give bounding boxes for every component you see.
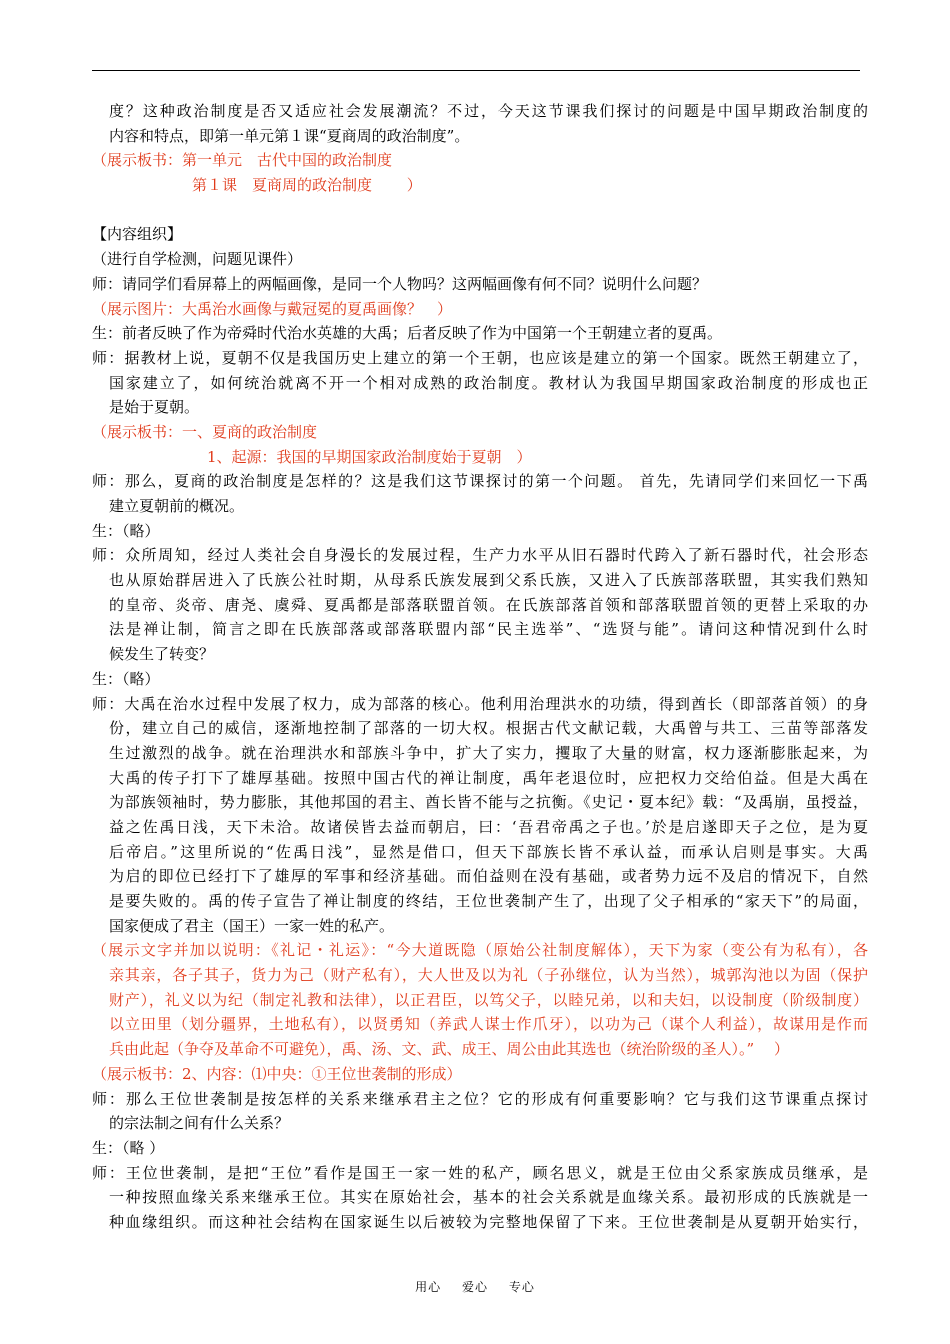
section-heading: 【内容组织】	[92, 225, 183, 244]
board-note: 第１课 夏商周的政治制度 ）	[192, 176, 422, 195]
board-note: 以立田里（划分疆界，土地私有），以贤勇知（养武人谋士作爪牙），以功为己（谋个人利益），故谋用是作而	[109, 1015, 868, 1034]
board-note: （展示板书：2、内容：⑴中央：①王位世袭制的形成）	[92, 1064, 462, 1083]
page-footer	[0, 1278, 950, 1295]
paragraph-line: 建立夏朝前的概况。	[109, 497, 245, 515]
paragraph-line: 国家便成了君主（国王）一家一姓的私产。	[109, 916, 395, 935]
board-note: 亲其亲，各子其子，货力为己（财产私有），大人世及以为礼（子孙继位，认为当然），城郭沟池以为固（保护	[109, 966, 868, 985]
teacher-line: 师：请同学们看屏幕上的两幅画像，是同一个人物吗？这两幅画像有何不同？说明什么问题？	[92, 274, 708, 293]
board-note: 财产），礼义以为纪（制定礼教和法律），以正君臣，以笃父子，以睦兄弟，以和夫妇，以设制度（阶级制度）	[109, 990, 868, 1009]
footer-word: 爱心	[461, 1280, 488, 1294]
paragraph-line: 的皇帝、炎帝、唐尧、虞舜、夏禹都是部落联盟首领。在氏族部落首领和部落联盟首领的更替上采取的办	[109, 595, 868, 614]
paragraph-line: 种血缘组织。而这种社会结构在国家诞生以后被较为完整地保留了下来。王位世袭制是从夏朝开始实行，	[109, 1212, 868, 1231]
paragraph-line: 为启的即位已经打下了雄厚的军事和经济基础。而伯益则在没有基础，或者势力远不及启的情况下，自然	[109, 867, 868, 886]
footer-word: 专心	[508, 1280, 535, 1294]
board-note: （展示图片：大禹治水画像与戴冠冕的夏禹画像？ ）	[92, 299, 453, 318]
teacher-line: 师：众所周知，经过人类社会自身漫长的发展过程，生产力水平从旧石器时代跨入了新石器时代，社会形态	[92, 546, 868, 565]
paragraph-line: 为部族领袖时，势力膨胀，其他邦国的君主、酋长皆不能与之抗衡。《史记・夏本纪》载：“及禹崩，虽授益，	[109, 793, 868, 812]
teacher-line: 师：据教材上说，夏朝不仅是我国历史上建立的第一个王朝，也应该是建立的第一个国家。既然王朝建立了，	[92, 348, 868, 367]
board-note: 1、起源：我国的早期国家政治制度始于夏朝 ）	[207, 447, 532, 466]
paragraph-line: 的宗法制之间有什么关系？	[109, 1114, 290, 1133]
board-note: （展示板书：第一单元 古代中国的政治制度	[92, 151, 393, 170]
student-line: 生：（略）	[92, 669, 160, 688]
teacher-line: 师：大禹在治水过程中发展了权力，成为部落的核心。他利用治理洪水的功绩，得到酋长（即部落首领）的身	[92, 694, 868, 713]
paragraph-line: 候发生了转变？	[109, 645, 215, 664]
paragraph-line: 法是禅让制，简言之即在氏族部落或部落联盟内部“民主选举”、“选贤与能”。请问这种情况到什么时	[109, 620, 868, 639]
paragraph-line: 大禹的传子打下了雄厚基础。按照中国古代的禅让制度，禹年老退位时，应把权力交给伯益。但是大禹在	[109, 768, 868, 787]
blank-line	[92, 198, 868, 223]
teacher-line: 师：那么王位世袭制是按怎样的关系来继承君主之位？它的形成有何重要影响？它与我们这节课重点探讨	[92, 1089, 868, 1108]
footer-word: 用心	[415, 1280, 442, 1294]
paragraph-line: 益之佐禹日浅，天下未洽。故诸侯皆去益而朝启，曰：‘吾君帝禹之子也。’於是启遂即天子之位，是为夏	[109, 817, 868, 836]
header-rule	[92, 70, 860, 71]
paragraph-line: 也从原始群居进入了氏族公社时期，从母系氏族发展到父系氏族，又进入了氏族部落联盟，其实我们熟知	[109, 571, 868, 590]
paragraph-line: （进行自学检测，问题见课件）	[92, 250, 303, 269]
student-line: 生：前者反映了作为帝舜时代治水英雄的大禹；后者反映了作为中国第一个王朝建立者的夏禹。	[92, 324, 723, 343]
board-note: 兵由此起（争夺及革命不可避免），禹、汤、文、武、成王、周公由此其选也（统治阶级的圣人）。” ）	[109, 1040, 789, 1059]
paragraph-line: 份，建立自己的威信，逐渐地控制了部落的一切大权。根据古代文献记载，大禹曾与共工、三苗等部落发	[109, 719, 868, 738]
paragraph-line: 是始于夏朝。	[109, 398, 200, 417]
paragraph-line: 度？这种政治制度是否又适应社会发展潮流？不过，今天这节课我们探讨的问题是中国早期政治制度的	[109, 102, 868, 120]
paragraph-line: 生过激烈的战争。就在治理洪水和部族斗争中，扩大了实力，攫取了大量的财富，权力逐渐膨胀起来，为	[109, 743, 868, 762]
paragraph-line: 内容和特点，即第一单元第１课“夏商周的政治制度”。	[109, 126, 470, 145]
document-body	[92, 99, 868, 1235]
paragraph-line: 国家建立了，如何统治就离不开一个相对成熟的政治制度。教材认为我国早期国家政治制度的形成也正	[109, 373, 868, 392]
board-note: （展示文字并加以说明：《礼记・礼运》：“今大道既隐（原始公社制度解体），天下为家（变公有为私有），各	[92, 941, 868, 960]
paragraph-line: 是要失败的。禹的传子宣告了禅让制度的终结，王位世袭制产生了，出现了父子相承的“家天下”的局面，	[109, 892, 868, 910]
teacher-line: 师：那么，夏商的政治制度是怎样的？这是我们这节课探讨的第一个问题。 首先，先请同学们来回忆一下禹	[92, 472, 868, 491]
student-line: 生：（略 ）	[92, 1138, 165, 1157]
student-line: 生：（略）	[92, 521, 160, 540]
paragraph-line: 后帝启。”这里所说的“佐禹日浅”，显然是借口，但天下部族长皆不承认益，而承认启则是事实。大禹	[109, 842, 868, 861]
board-note: （展示板书：一、夏商的政治制度	[92, 422, 318, 441]
paragraph-line: 一种按照血缘关系来继承王位。其实在原始社会，基本的社会关系就是血缘关系。最初形成的氏族就是一	[109, 1188, 868, 1207]
teacher-line: 师：王位世袭制，是把“王位”看作是国王一家一姓的私产，顾名思义，就是王位由父系家族成员继承，是	[92, 1163, 868, 1182]
